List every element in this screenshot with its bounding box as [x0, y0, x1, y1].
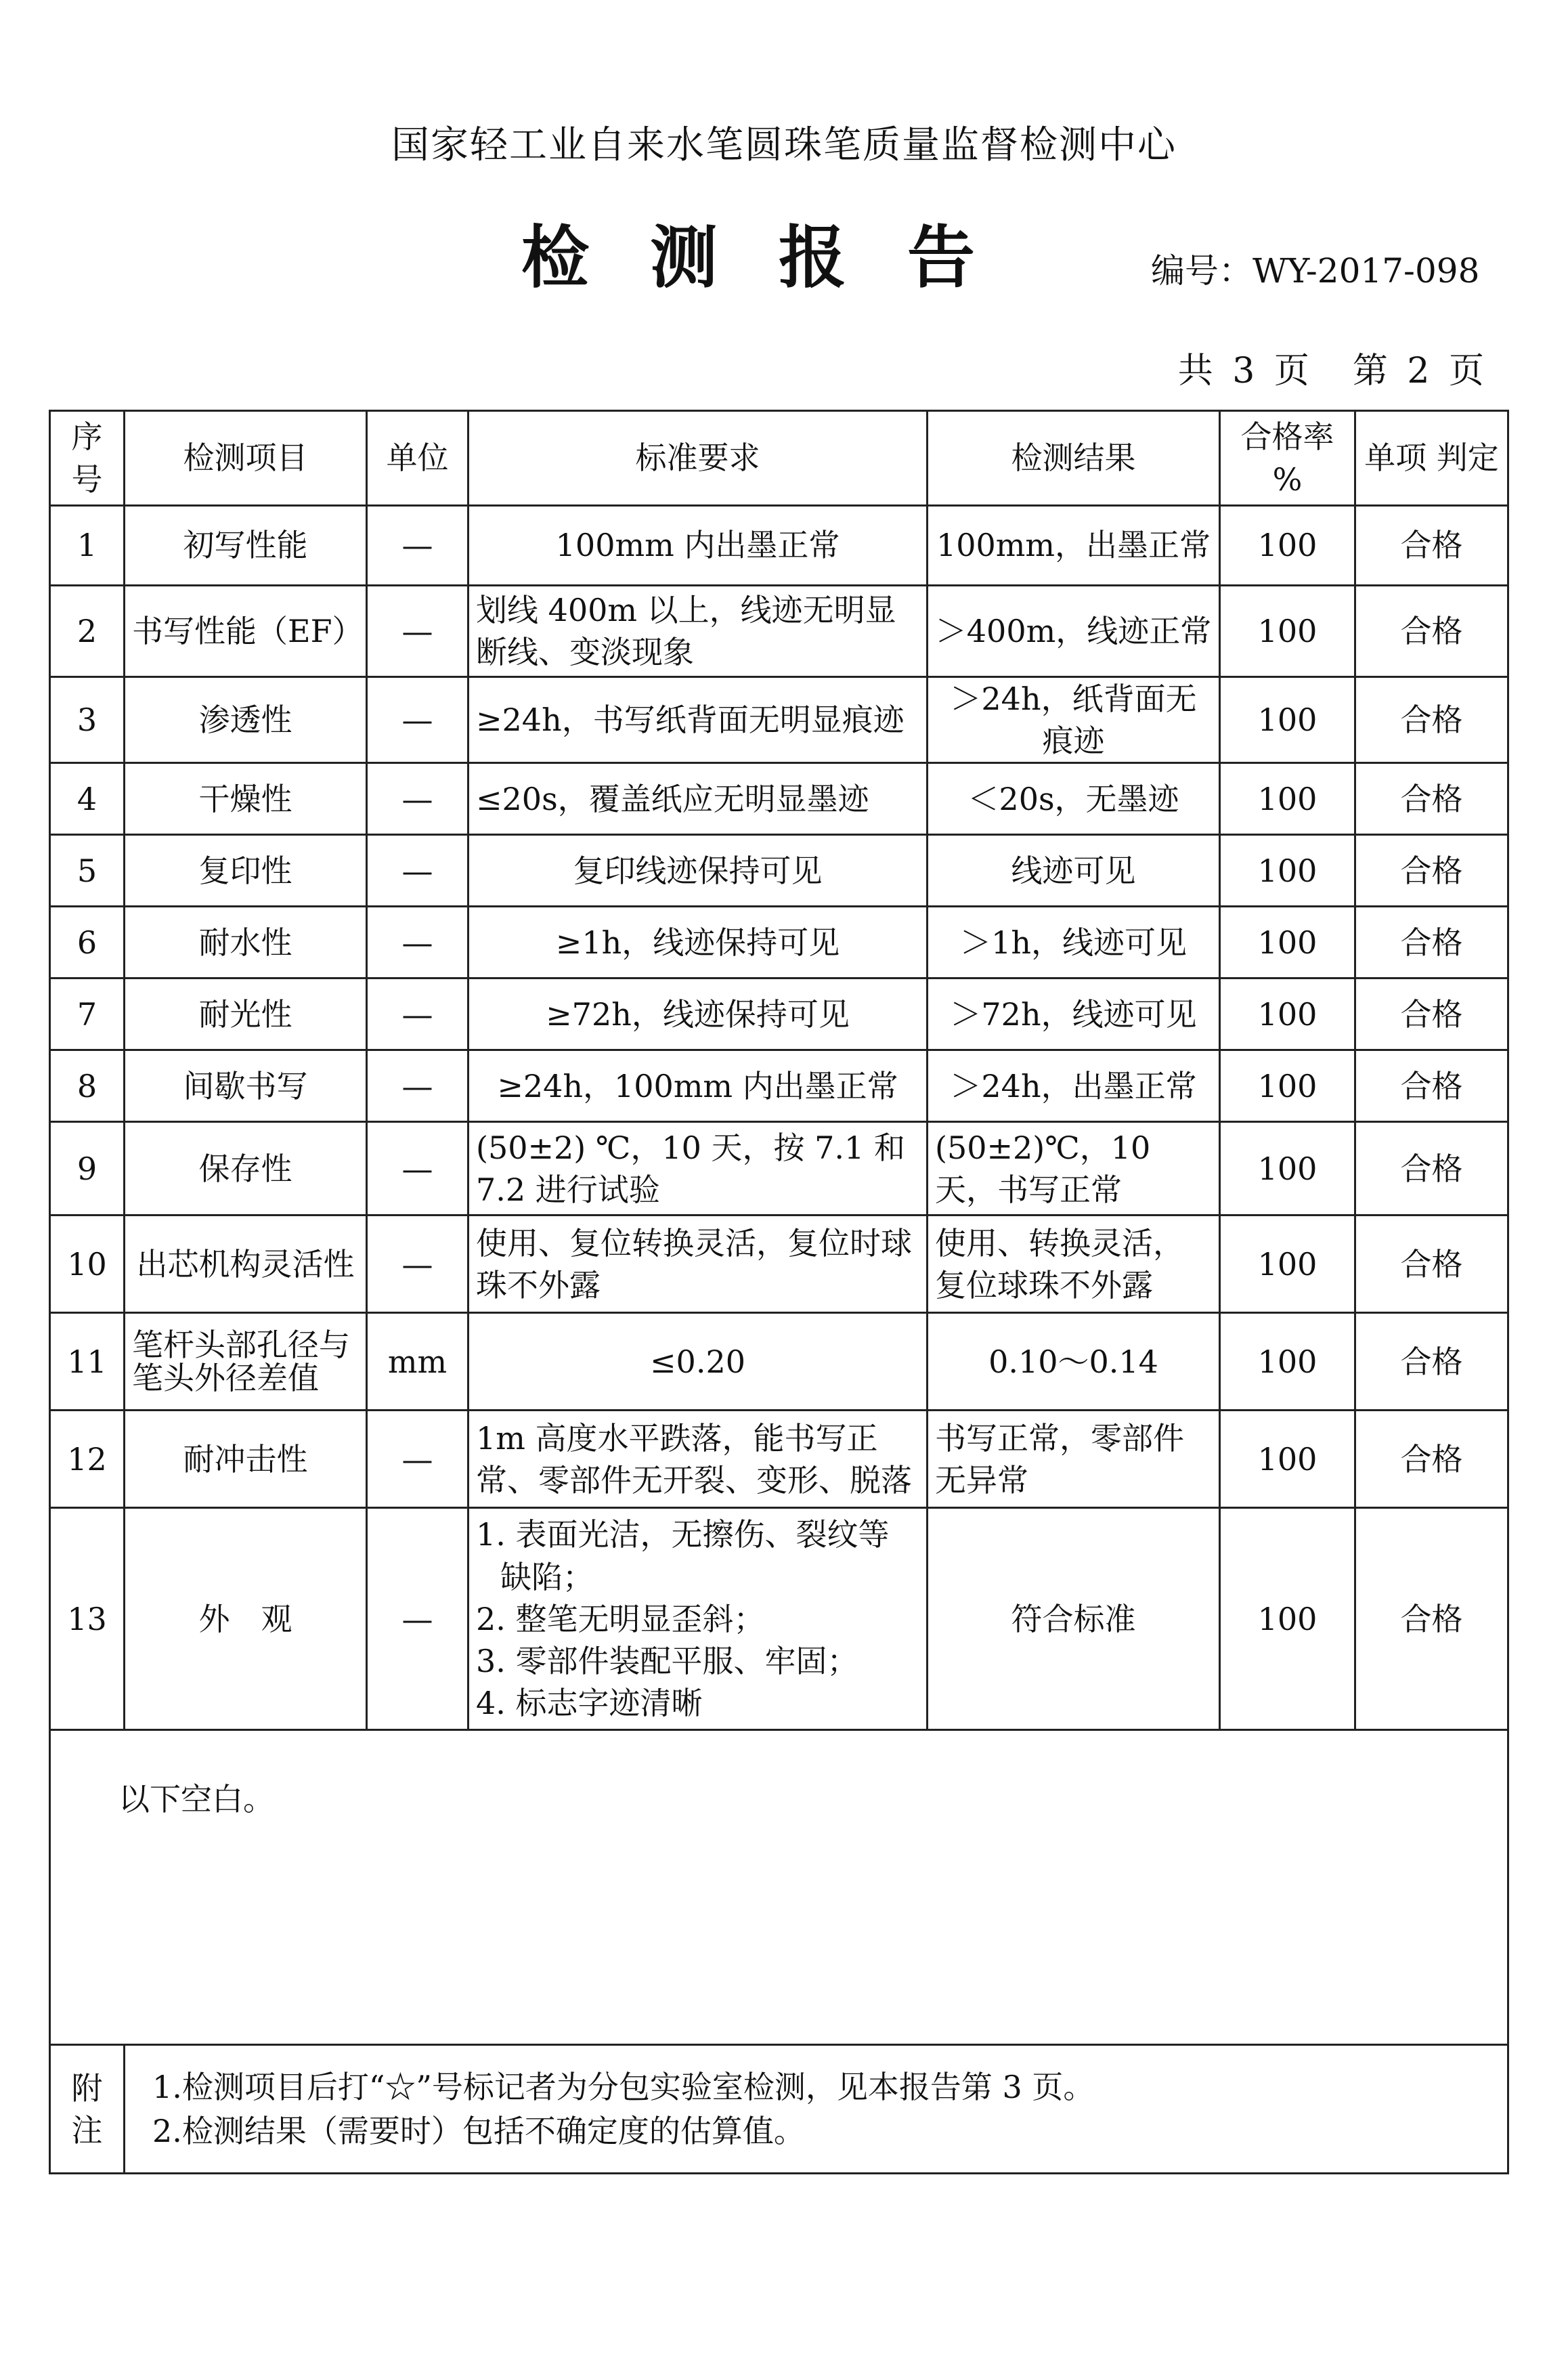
note-item: 2.检测结果（需要时）包括不确定度的估算值。 — [152, 2112, 805, 2149]
cell-rate: 100 — [1220, 1216, 1355, 1313]
cell-rate: 100 — [1220, 978, 1355, 1050]
inspection-table — [49, 410, 1509, 2174]
table-row — [50, 835, 1508, 907]
cell-result: (50±2)℃，10天，书写正常 — [928, 1122, 1220, 1216]
cell-rate: 100 — [1220, 907, 1355, 978]
cell-item: 耐水性 — [125, 907, 367, 978]
table-row — [50, 1122, 1508, 1216]
cell-item: 笔杆头部孔径与笔头外径差值 — [125, 1313, 367, 1411]
cell-no: 13 — [50, 1508, 125, 1730]
cell-rate: 100 — [1220, 1050, 1355, 1122]
cell-verdict: 合格 — [1355, 907, 1508, 978]
header-requirement: 标准要求 — [469, 411, 928, 506]
cell-verdict: 合格 — [1355, 978, 1508, 1050]
notes-label — [50, 2045, 125, 2174]
cell-rate: 100 — [1220, 586, 1355, 677]
cell-verdict: 合格 — [1355, 1122, 1508, 1216]
cell-requirement: ≤0.20 — [469, 1313, 928, 1411]
cell-rate: 100 — [1220, 1313, 1355, 1411]
cell-result: 符合标准 — [928, 1508, 1220, 1730]
page-info: 共 3 页 第 2 页 — [1177, 351, 1488, 391]
cell-requirement: 复印线迹保持可见 — [469, 835, 928, 907]
cell-result: ＞72h，线迹可见 — [928, 978, 1220, 1050]
table-row — [50, 1411, 1508, 1508]
cell-verdict: 合格 — [1355, 1216, 1508, 1313]
cell-requirement: 100mm 内出墨正常 — [469, 506, 928, 586]
notes-content — [125, 2045, 1508, 2174]
cell-result: 线迹可见 — [928, 835, 1220, 907]
cell-no: 4 — [50, 763, 125, 835]
cell-item: 外 观 — [125, 1508, 367, 1730]
list-item: 3. 零部件装配平服、牢固； — [476, 1642, 858, 1679]
cell-item: 耐光性 — [125, 978, 367, 1050]
cell-unit: — — [367, 978, 469, 1050]
cell-result: 100mm，出墨正常 — [928, 506, 1220, 586]
cell-unit: — — [367, 1411, 469, 1508]
cell-item: 复印性 — [125, 835, 367, 907]
cell-rate: 100 — [1220, 506, 1355, 586]
organization-name: 国家轻工业自来水笔圆珠笔质量监督检测中心 — [391, 123, 1177, 167]
report-number: 编号：WY-2017-098 — [1151, 251, 1480, 291]
list-item: 4. 标志字迹清晰 — [476, 1684, 703, 1721]
cell-requirement: 使用、复位转换灵活，复位时球珠不外露 — [469, 1216, 928, 1313]
cell-unit: — — [367, 506, 469, 586]
header-row — [50, 411, 1508, 506]
notes-label-char: 注 — [71, 2111, 103, 2149]
cell-result: 书写正常，零部件无异常 — [928, 1411, 1220, 1508]
notes-row — [50, 2045, 1508, 2174]
list-item: 1. 表面光洁，无擦伤、裂纹等缺陷； — [476, 1516, 890, 1595]
cell-verdict: 合格 — [1355, 1313, 1508, 1411]
cell-result: ＞400m，线迹正常 — [928, 586, 1220, 677]
blank-remark: 以下空白。 — [50, 1730, 1508, 2045]
cell-item: 初写性能 — [125, 506, 367, 586]
cell-requirement: ≥24h，书写纸背面无明显痕迹 — [469, 677, 928, 763]
cell-no: 2 — [50, 586, 125, 677]
table-row — [50, 1508, 1508, 1730]
cell-verdict: 合格 — [1355, 1050, 1508, 1122]
cell-result: 使用、转换灵活，复位球珠不外露 — [928, 1216, 1220, 1313]
table-row — [50, 978, 1508, 1050]
header-verdict: 单项 判定 — [1355, 411, 1508, 506]
cell-item: 耐冲击性 — [125, 1411, 367, 1508]
notes-label-char: 附 — [71, 2069, 103, 2107]
cell-no: 7 — [50, 978, 125, 1050]
cell-requirement: ≥72h，线迹保持可见 — [469, 978, 928, 1050]
cell-unit: — — [367, 1122, 469, 1216]
requirement-list — [476, 1513, 919, 1723]
cell-requirement: ≤20s，覆盖纸应无明显墨迹 — [469, 763, 928, 835]
cell-unit: — — [367, 1508, 469, 1730]
cell-rate: 100 — [1220, 677, 1355, 763]
cell-rate: 100 — [1220, 835, 1355, 907]
cell-no: 9 — [50, 1122, 125, 1216]
cell-unit: — — [367, 763, 469, 835]
cell-item: 出芯机构灵活性 — [125, 1216, 367, 1313]
cell-result: 0.10～0.14 — [928, 1313, 1220, 1411]
cell-rate: 100 — [1220, 763, 1355, 835]
cell-verdict: 合格 — [1355, 763, 1508, 835]
cell-requirement — [469, 1508, 928, 1730]
cell-requirement: ≥1h，线迹保持可见 — [469, 907, 928, 978]
cell-no: 10 — [50, 1216, 125, 1313]
cell-no: 6 — [50, 907, 125, 978]
cell-requirement: 1m 高度水平跌落，能书写正常、零部件无开裂、变形、脱落 — [469, 1411, 928, 1508]
cell-unit: — — [367, 1050, 469, 1122]
cell-unit: — — [367, 835, 469, 907]
list-item: 2. 整笔无明显歪斜； — [476, 1600, 765, 1637]
header-no: 序号 — [50, 411, 125, 506]
table-row — [50, 677, 1508, 763]
table-row — [50, 763, 1508, 835]
cell-no: 5 — [50, 835, 125, 907]
cell-rate: 100 — [1220, 1122, 1355, 1216]
cell-no: 3 — [50, 677, 125, 763]
cell-result: ＜20s，无墨迹 — [928, 763, 1220, 835]
cell-unit: mm — [367, 1313, 469, 1411]
header-item: 检测项目 — [125, 411, 367, 506]
table-row — [50, 586, 1508, 677]
cell-no: 11 — [50, 1313, 125, 1411]
cell-rate: 100 — [1220, 1411, 1355, 1508]
cell-result: ＞24h，纸背面无痕迹 — [928, 677, 1220, 763]
cell-item: 书写性能（EF） — [125, 586, 367, 677]
blank-row — [50, 1730, 1508, 2045]
cell-unit: — — [367, 1216, 469, 1313]
cell-unit: — — [367, 677, 469, 763]
header-rate: 合格率 % — [1220, 411, 1355, 506]
cell-requirement: ≥24h，100mm 内出墨正常 — [469, 1050, 928, 1122]
header-unit: 单位 — [367, 411, 469, 506]
cell-requirement: 划线 400m 以上，线迹无明显断线、变淡现象 — [469, 586, 928, 677]
table-row — [50, 1216, 1508, 1313]
table-row — [50, 907, 1508, 978]
cell-item: 间歇书写 — [125, 1050, 367, 1122]
cell-verdict: 合格 — [1355, 1508, 1508, 1730]
report-title: 检测报告 — [521, 218, 1036, 297]
cell-verdict: 合格 — [1355, 1411, 1508, 1508]
cell-unit: — — [367, 586, 469, 677]
cell-result: ＞1h，线迹可见 — [928, 907, 1220, 978]
cell-result: ＞24h，出墨正常 — [928, 1050, 1220, 1122]
header-result: 检测结果 — [928, 411, 1220, 506]
cell-item: 保存性 — [125, 1122, 367, 1216]
cell-item: 干燥性 — [125, 763, 367, 835]
cell-no: 1 — [50, 506, 125, 586]
cell-unit: — — [367, 907, 469, 978]
cell-item: 渗透性 — [125, 677, 367, 763]
cell-rate: 100 — [1220, 1508, 1355, 1730]
cell-no: 12 — [50, 1411, 125, 1508]
cell-verdict: 合格 — [1355, 677, 1508, 763]
table-row — [50, 1313, 1508, 1411]
note-item: 1.检测项目后打“☆”号标记者为分包实验室检测，见本报告第 3 页。 — [152, 2069, 1095, 2106]
cell-no: 8 — [50, 1050, 125, 1122]
cell-verdict: 合格 — [1355, 835, 1508, 907]
cell-verdict: 合格 — [1355, 586, 1508, 677]
table-row — [50, 1050, 1508, 1122]
cell-verdict: 合格 — [1355, 506, 1508, 586]
table-row — [50, 506, 1508, 586]
cell-requirement: (50±2) ℃，10 天，按 7.1 和 7.2 进行试验 — [469, 1122, 928, 1216]
